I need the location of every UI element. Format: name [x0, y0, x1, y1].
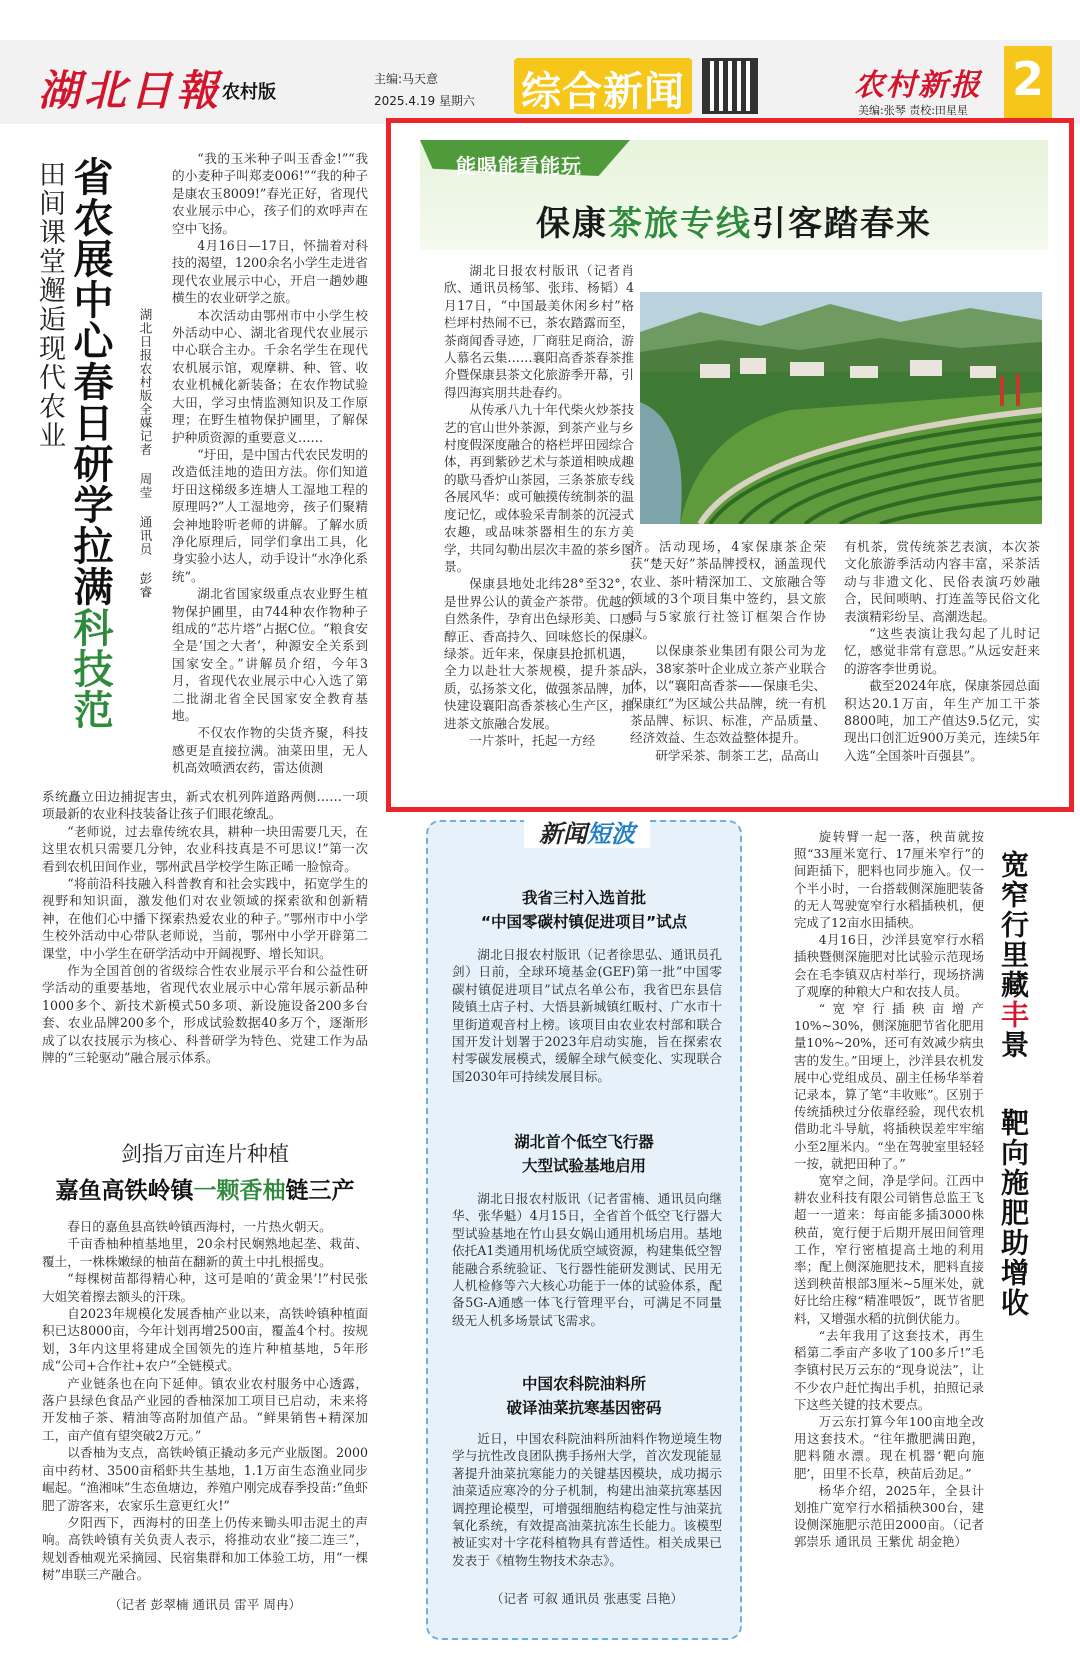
- pomelo-body: [42, 1218, 368, 1584]
- news-item-2-headline: [436, 1130, 732, 1178]
- feature-headline: [420, 196, 1048, 245]
- left-para-8: “将前沿科技融入科普教育和社会实践中，拓宽学生的视野和知识面，激发他们对农业领域的探索欲和创新精神，在他们心中播下探索热爱农业的种子。”鄂州市中小学生校外活动中心带队老师说，当前，鄂州中小学开辟第二课堂，中小学生在研学活动中开阔视野、增长知识。: [42, 876, 368, 961]
- staff-line: 美编:张琴 责校:田星星: [858, 104, 968, 117]
- pomelo-para-5: 产业链条也在向下延伸。镇农业农村服务中心透露，落户县绿色食品产业园的香柚深加工项目已启动，未来将开发柚子茶、精油等高附加值产品。“鲜果销售+精深加工，亩产值有望突破2万元。”: [42, 1375, 368, 1443]
- left-byline: 湖北日报农村版全媒记者 周莹 通讯员 彭睿: [138, 308, 153, 599]
- feature-col2-para-1: 济。活动现场，4家保康茶企荣获“楚天好”茶品牌授权，涵盖现代农业、茶叶精深加工、文旅融合等领域的3个项目集中签约，县文旅局与5家旅行社签订框架合作协议。: [630, 539, 826, 642]
- left-para-4: “圩田，是中国古代农民发明的改造低洼地的造田方法。你们知道圩田这梯级多连塘人工湿地工程的原理吗?”人工湿地旁，孩子们聚精会神地聆听老师的讲解。了解水质净化原理后，同学们拿出工具，化身实验小达人，动手设计“水净化系统”。: [172, 446, 368, 584]
- feature-kicker: 能喝能看能玩: [456, 154, 582, 178]
- left-para-7: “老师说，过去靠传统农具，耕种一块田需要几天，在这里农机只需要几分钟，农业科技真是不可思议!”第一次看到农机田间作业，鄂州武昌学校学生陈正晞一脸惊奇。: [42, 823, 368, 874]
- tea-garden-photo: [640, 292, 1042, 524]
- right-para-4: 宽窄之间，净是学问。江西中耕农业科技有限公司销售总监王飞超一一道来：每亩能多插3000株秧苗，宽行便于后期开展田间管理工作，窄行密植提高土地的利用率；配上侧深施肥技术，肥料直接送到秧苗根部3厘米~5厘米处，就好比给庄稼“精准喂饭”，既节省肥料，又增强水稻的抗倒伏能力。: [794, 1173, 984, 1326]
- right-headline: [996, 850, 1030, 1060]
- feature-col1: [444, 262, 634, 749]
- news-item-2-headline-line2: 大型试验基地启用: [521, 1157, 646, 1175]
- left-para-9: 作为全国首创的省级综合性农业展示平台和公益性研学活动的重要基地，省现代农业展示中心常年展示新品种1000多个、新技术新模式50多项、新设施设备200多台套、农业品牌200多个，形成试验数据40多万个，逐渐形成了以农技展示为核心、科普研学为特色、党建工作为品牌的“三轮驱动”融合展示体系。: [42, 963, 368, 1066]
- left-story-column-top: [172, 150, 368, 777]
- left-para-1: “我的玉米种子叫玉香金!”“我的小麦种子叫郑麦006!”“我的种子是康农玉8009!”春光正好，省现代农业展示中心，孩子们的欢呼声在空中飞扬。: [172, 151, 368, 236]
- section-title: 综合新闻: [521, 69, 685, 115]
- news-item-3-headline: [436, 1372, 732, 1420]
- left-headline-highlight: 科技范: [67, 607, 114, 730]
- left-headline: [68, 156, 112, 730]
- right-logo: 农村新报: [854, 68, 982, 103]
- feature-title-highlight: 茶旅专线: [608, 204, 752, 244]
- feature-lead: 湖北日报农村版讯（记者肖欣、通讯员杨邹、张玮、杨韬）4月17日，“中国最美休闲乡村”格栏坪村热闹不已，茶农踏露而至，茶商闻香寻迹，厂商驻足商洽，游人慕名云集……襄阳高香茶春茶推介暨保康县茶文化旅游季开幕，引得四海宾朋共赴春约。: [444, 263, 634, 400]
- feature-col2-para-2: 以保康茶业集团有限公司为龙头，38家茶叶企业成立茶产业联合体，以“襄阳高香茶——保康毛尖、保康红”为区域公共品牌，统一有机茶品牌、标识、标准，产品质量、经济效益、生态效益整体提升。: [630, 643, 826, 746]
- pomelo-para-2: 千亩香柚种植基地里，20余村民娴熟地起垄、栽苗、覆土，一株株嫩绿的柚苗在翻新的黄土中扎根摇曳。: [42, 1236, 368, 1269]
- feature-col2: [630, 538, 826, 764]
- feature-para-2: 从传承八九十年代柴火炒茶技艺的官山世外茶源，到茶产业与乡村度假深度融合的格栏坪田园综合体，再到紫砂艺术与茶道相映成趣的歇马香炉山茶园，三条茶旅专线各展风华：或可触摸传统制茶的温度记忆，或体验采青制茶的沉浸式农趣，或品味茶器相生的东方美学，共同勾勒出层次丰盈的茶乡图景。: [444, 402, 634, 574]
- feature-col3: [844, 538, 1040, 764]
- news-item-3-text: 近日，中国农科院油料所油料作物逆境生物学与抗性改良团队携手扬州大学，首次发现能显著提升油菜抗寒能力的关键基因模块，成功揭示油菜适应寒冷的分子机制，构建出油菜抗寒基因调控理论模型，可增强细胞结构稳定性与油菜抗氧化系统，有效提高油菜抗冻生长能力。该模型被证实对十字花科植物具有普适性。相关成果已发表于《植物生物技术杂志》。: [452, 1431, 722, 1568]
- masthead-logo: 湖北日報: [38, 66, 223, 115]
- right-para-1: 旋转臂一起一落，秧苗就按照“33厘米宽行、17厘米窄行”的间距插下，肥料也同步施入。仅一个半小时，一台搭载侧深施肥装备的无人驾驶宽窄行水稻插秧机，便完成了12亩水田插秧。: [794, 829, 984, 931]
- editor-line: 主编:马天意: [374, 72, 439, 86]
- left-para-5: 湖北省国家级重点农业野生植物保护圃里，由744种农作物种子组成的“芯片塔”占据C位。“粮食安全是‘国之大者’，种源安全关系到国家安全。”讲解员介绍，今年3月，省现代农业展示中心入选了第二批湖北省全民国家安全教育基地。: [172, 586, 368, 723]
- news-item-1-headline-line1: 我省三村入选首批: [521, 889, 646, 907]
- news-box-title: [524, 814, 650, 849]
- qr-code-icon: [702, 58, 758, 114]
- pomelo-kicker: 剑指万亩连片种植: [121, 1142, 289, 1166]
- pomelo-para-7: 夕阳西下，西海村的田垄上仍传来锄头叩击泥土的声响。高铁岭镇有关负责人表示，将推动农业“接二连三”，规划香柚观光采摘园、民宿集群和加工体验工坊，用“一棵树”串联三产融合。: [42, 1514, 368, 1583]
- page-number: 2: [1011, 52, 1044, 106]
- feature-col3-para-1: 有机茶，赏传统茶艺表演，本次茶文化旅游季活动内容丰富，采茶活动与非遗文化、民俗表演巧妙融合，民间唢呐、打连盖等民俗文化表演精彩纷呈、高潮迭起。: [844, 539, 1040, 624]
- feature-col3-para-2: “这些表演让我勾起了儿时记忆，感觉非常有意思。”从远安赶来的游客李世勇说。: [844, 626, 1040, 676]
- news-item-3-byline: （记者 可叙 通讯员 张惠雯 吕艳）: [490, 1591, 684, 1606]
- left-para-6: 不仅农作物的尖货齐聚，科技感更是直接拉满。油菜田里，无人机高效喷洒农药，雷达侦测: [172, 725, 368, 776]
- left-headline-text: 省农展中心春日研学拉满: [67, 156, 114, 607]
- pomelo-para-6: 以香柚为支点，高铁岭镇正撬动多元产业版图。2000亩中药材、3500亩稻虾共生基地，1.1万亩生态渔业同步崛起。“渔湘味”生态鱼塘边，养殖户刚完成春季投苗:“鱼虾肥了游客来，农家乐生意更红火!”: [42, 1445, 368, 1513]
- pomelo-para-3: “每棵树苗都得精心种，这可是咱的‘黄金果’!”村民张大姐笑着擦去额头的汗珠。: [42, 1271, 368, 1304]
- feature-col3-para-3: 截至2024年底，保康茶园总面积达20.1万亩，年生产加工干茶8800吨，加工产值达9.5亿元，实现出口创汇近900万美元，连续5年入选“全国茶叶百强县”。: [844, 678, 1040, 763]
- news-box-title-b: 短波: [587, 820, 635, 848]
- left-para-2: 4月16日—17日，怀揣着对科技的渴望，1200余名小学生走进省现代农业展示中心，开启一趟妙趣横生的农业研学之旅。: [172, 238, 368, 306]
- right-headline-pre: 宽窄行里藏: [997, 850, 1030, 1000]
- news-item-1-headline-line2: “中国零碳村镇促进项目”试点: [480, 913, 688, 931]
- date-line: 2025.4.19 星期六: [374, 94, 475, 108]
- news-item-2-headline-line1: 湖北首个低空飞行器: [514, 1133, 654, 1151]
- pomelo-para-4: 自2023年规模化发展香柚产业以来，高铁岭镇种植面积已达8000亩，今年计划再增2500亩，覆盖4个村。按规划，3年内这里将建成全国领先的连片种植基地，5年形成“公司+合作社+农户”全链模式。: [42, 1306, 368, 1374]
- left-para-3: 本次活动由鄂州市中小学生校外活动中心、湖北省现代农业展示中心联合主办。千余名学生在现代农机展示馆，观摩耕、种、管、收农业机械化新装备；在农作物试验大田，学习虫情监测知识及工作原理；在野生植物保护圃里，了解保护种质资源的重要意义……: [172, 307, 368, 445]
- right-para-6: 万云东打算今年100亩地全改用这套技术。“往年撒肥满田跑，肥料随水漂。现在机器‘靶向施肥’，田里不长草，秧苗后劲足。”: [794, 1413, 984, 1481]
- news-item-1-text: 湖北日报农村版讯（记者徐思弘、通讯员孔剑）日前，全球环境基金(GEF)第一批“中国零碳村镇促进项目”试点名单公布，我省巴东县信陵镇土店子村、大悟县新城镇红畈村、广水市十里街道观音村上榜。该项目由农业农村部和联合国开发计划署于2023年启动实施，旨在探索农村零碳发展模式，缓解全球气候变化、实现联合国2030年可持续发展目标。: [452, 947, 722, 1084]
- feature-para-3: 保康县地处北纬28°至32°，是世界公认的黄金产茶带。优越的自然条件，孕育出色绿形美、口感醇正、香高持久、回味悠长的保康绿茶。近年来，保康县抢抓机遇，全力以赴壮大茶规模，提升茶品质，弘扬茶文化，做强茶品牌，加快建设襄阳高香茶核心生产区，推进茶文旅融合发展。: [444, 576, 634, 731]
- feature-title-pre: 保康: [536, 204, 608, 244]
- news-item-3-body: [452, 1430, 722, 1569]
- pomelo-title-pre: 嘉鱼高铁岭镇: [55, 1177, 194, 1204]
- pomelo-headline: [42, 1172, 368, 1205]
- right-para-3: “宽窄行插秧亩增产10%~30%，侧深施肥节省化肥用量10%~20%，还可有效减少病虫害的发生。”田埂上，沙洋县农机发展中心党组成员、副主任杨华举着记录本，算了笔“丰收账”。区别于传统插秧过分依靠经验，现代农机借助北斗导航，将插秧误差牢牢缩小至2厘米内。“坐在驾驶室里轻轻一按，就把田种了。”: [794, 1001, 984, 1171]
- right-story-body: [794, 828, 984, 1551]
- news-item-3-headline-line2: 破译油菜抗寒基因密码: [506, 1399, 662, 1417]
- news-item-2-body: [452, 1190, 722, 1329]
- news-item-1-headline: [436, 886, 732, 934]
- pomelo-byline: （记者 彭翠楠 通讯员 雷平 周冉）: [108, 1597, 302, 1612]
- left-story-column-bottom: [42, 788, 368, 1067]
- feature-col2-para-3: 研学采茶、制茶工艺，品高山: [655, 747, 819, 763]
- pomelo-title-highlight: 一颗香柚: [193, 1177, 286, 1204]
- news-box-title-a: 新闻: [539, 820, 587, 848]
- right-para-5: “去年我用了这套技术，再生稻第二季亩产多收了100多斤!”毛李镇村民万云东的“现身说法”，让不少农户赶忙掏出手机，拍照记录下这些关键的技术要点。: [794, 1327, 984, 1412]
- right-para-2: 4月16日，沙洋县宽窄行水稻插秧暨侧深施肥对比试验示范现场会在毛李镇双店村举行，现场挤满了观摩的种粮大户和农技人员。: [794, 932, 984, 999]
- right-para-7: 杨华介绍，2025年，全县计划推广宽窄行水稻插秧300台，建设侧深施肥示范田2000亩。（记者 郭崇乐 通讯员 王紫优 胡金艳）: [794, 1482, 984, 1550]
- feature-para-4: 一片茶叶，托起一方经: [469, 732, 596, 748]
- right-headline-highlight: 丰: [997, 1000, 1030, 1030]
- edition-label: 农村版: [222, 82, 276, 103]
- tea-garden-illustration: [640, 292, 1042, 524]
- news-item-2-text: 湖北日报农村版讯（记者雷楠、通讯员向继华、张华魁）4月15日，全省首个低空飞行器大型试验基地在竹山县女娲山通用机场启用。基地依托A1类通用机场优质空域资源，构建集低空智能融合系统验证、飞行器性能研发测试、民用无人机检修等六大核心功能于一体的试验体系，配备5G-A通感一体飞行管理平台，可满足不同量级无人机多场景试飞需求。: [452, 1191, 722, 1328]
- right-headline-post: 景: [997, 1030, 1030, 1060]
- pomelo-title-post: 链三产: [285, 1177, 355, 1204]
- news-item-1-body: [452, 946, 722, 1085]
- pomelo-para-1: 春日的嘉鱼县高铁岭镇西海村，一片热火朝天。: [67, 1219, 332, 1234]
- left-para-6-cont: 系统矗立田边捕捉害虫，新式农机列阵道路两侧……一项项最新的农业科技装备让孩子们眼花缭乱。: [42, 789, 368, 822]
- feature-title-post: 引客踏春来: [752, 204, 932, 244]
- left-subhead: 田间课堂邂逅现代农业: [34, 160, 65, 450]
- right-headline-2: 靶向施肥助增收: [997, 1108, 1030, 1318]
- news-item-3-headline-line1: 中国农科院油料所: [521, 1375, 646, 1393]
